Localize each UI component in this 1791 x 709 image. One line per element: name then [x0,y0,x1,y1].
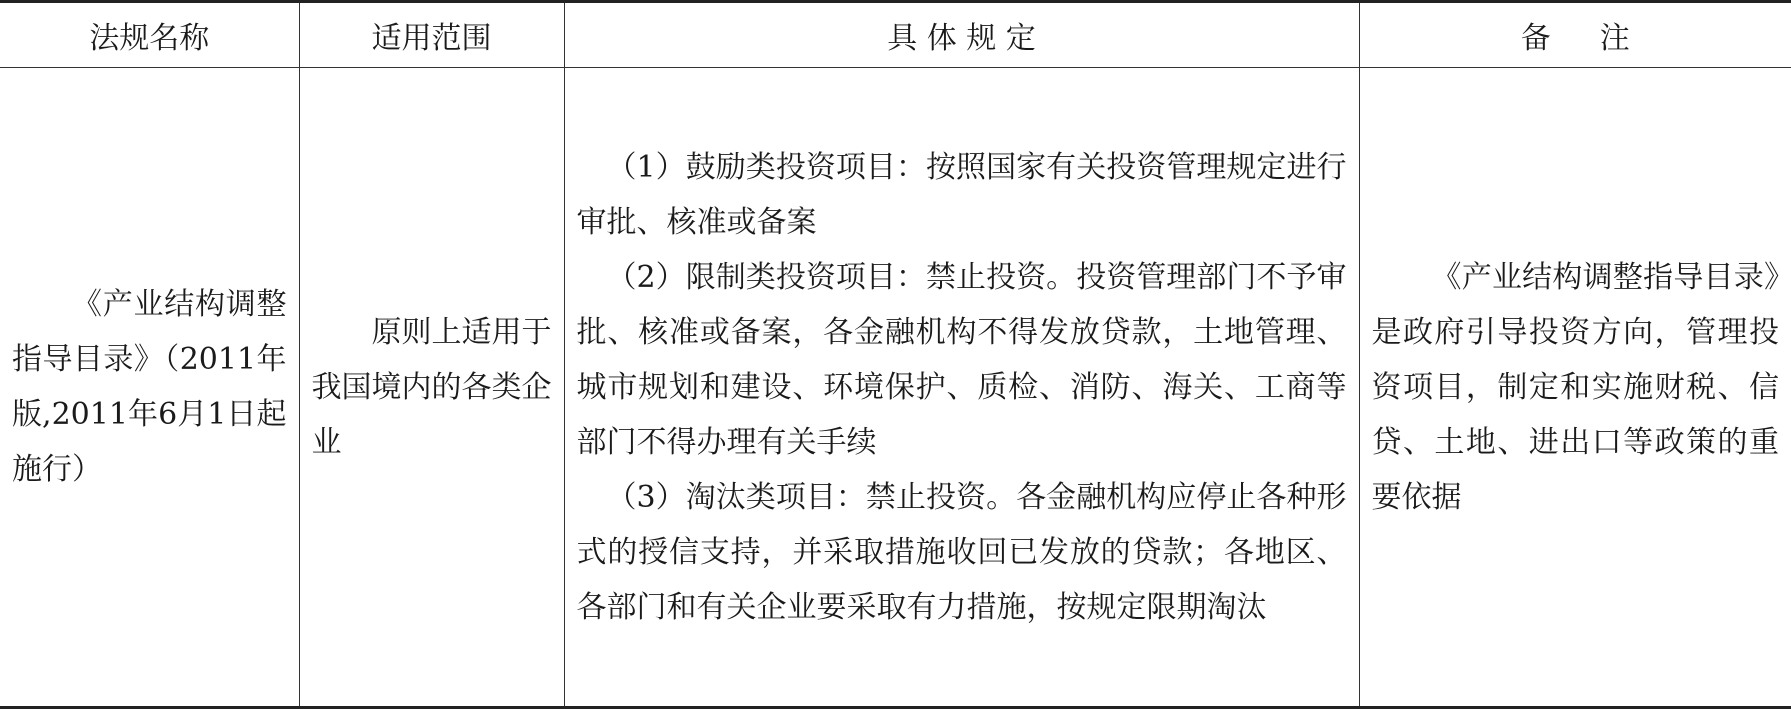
cell-scope [299,68,564,708]
header-provisions: 具 体 规 定 [564,2,1359,68]
provision-restricted: （2）限制类投资项目：禁止投资。投资管理部门不予审批、核准或备案，各金融机构不得发放贷款，土地管理、城市规划和建设、环境保护、质检、消防、海关、工商等部门不得办理有关手续 [576,259,1347,460]
cell-regulation-name [0,68,299,708]
table-header-row [0,2,1791,68]
header-remarks: 备 注 [1359,2,1791,68]
remarks-text: 《产业结构调整指导目录》是政府引导投资方向，管理投资项目，制定和实施财税、信贷、土地、进出口等政策的重要依据 [1371,259,1779,515]
cell-provisions [564,68,1359,708]
provision-eliminated: （3）淘汰类项目：禁止投资。各金融机构应停止各种形式的授信支持，并采取措施收回已发放的贷款；各地区、各部门和有关企业要采取有力措施，按规定限期淘汰 [576,479,1347,625]
table-row [0,68,1791,708]
header-scope: 适用范围 [299,2,564,68]
scope-text: 原则上适用于我国境内的各类企业 [311,314,552,460]
provision-encouraged: （1）鼓励类投资项目：按照国家有关投资管理规定进行审批、核准或备案 [576,149,1347,240]
header-regulation-name: 法规名称 [0,2,299,68]
cell-remarks [1359,68,1791,708]
regulation-name-text: 《产业结构调整指导目录》（2011年版,2011年6月1日起施行） [12,287,287,487]
